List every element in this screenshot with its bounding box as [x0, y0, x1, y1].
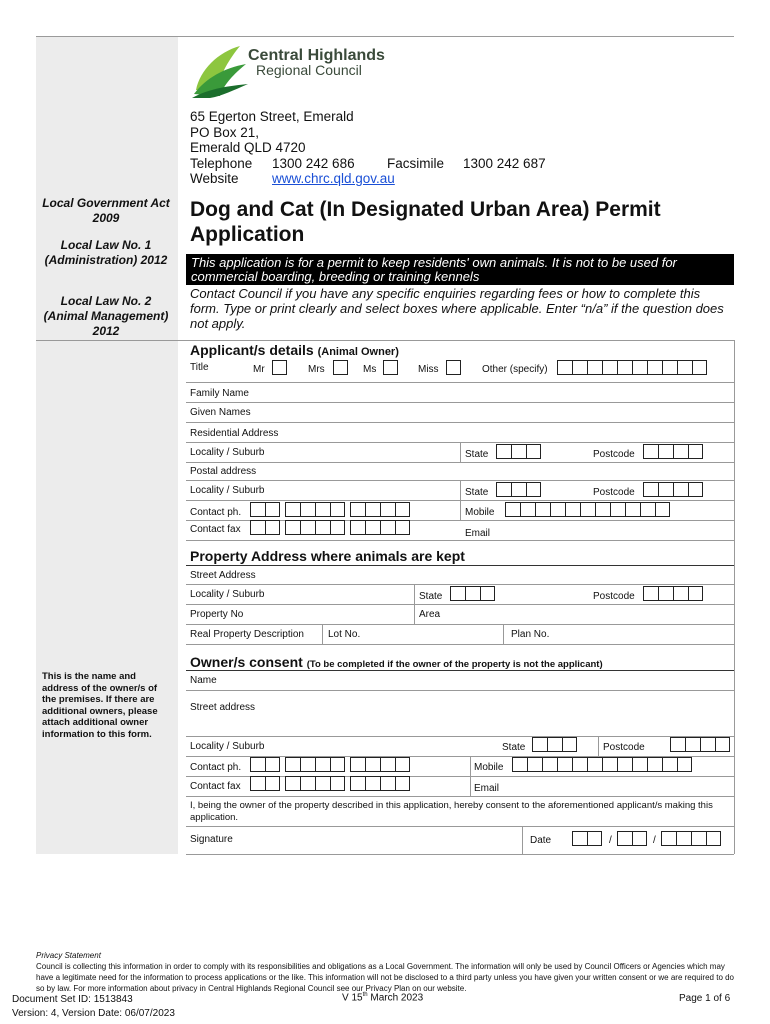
residential-label: Residential Address — [190, 428, 279, 439]
divider — [36, 340, 734, 341]
contact-ph-label: Contact ph. — [190, 507, 242, 518]
row-line — [186, 604, 734, 605]
prop-postcode-label: Postcode — [593, 591, 635, 602]
state-input[interactable] — [496, 444, 541, 459]
legal-law1: Local Law No. 1 (Administration) 2012 — [44, 238, 168, 267]
row-line — [186, 644, 734, 645]
property-no-label: Property No — [190, 609, 244, 620]
lot-label: Lot No. — [328, 629, 361, 640]
row-line — [186, 670, 734, 671]
contact-fax-label: Contact fax — [190, 524, 241, 535]
owner-mobile-input[interactable] — [512, 757, 692, 772]
org-name: Central Highlands — [248, 47, 385, 64]
mrs-checkbox[interactable] — [333, 360, 348, 375]
owner-contact-fax-input[interactable] — [250, 776, 410, 791]
fax-value: 1300 242 687 — [463, 156, 546, 171]
owner-name-label: Name — [190, 675, 217, 686]
contact-ph-input[interactable] — [250, 502, 410, 517]
postal-state-input[interactable] — [496, 482, 541, 497]
date-label: Date — [530, 835, 552, 846]
version-date: V 15th March 2023 — [342, 992, 424, 1004]
prop-state-label: State — [419, 591, 443, 602]
applicant-heading: Applicant/s details (Animal Owner) — [190, 342, 399, 358]
owner-contact-fax-label: Contact fax — [190, 781, 241, 792]
mr-checkbox[interactable] — [272, 360, 287, 375]
col-line — [598, 736, 599, 756]
tel-label: Telephone — [190, 156, 253, 171]
privacy-statement — [36, 950, 736, 994]
row-line — [186, 796, 734, 797]
postcode-label: Postcode — [593, 449, 635, 460]
owner-street-label: Street address — [190, 702, 256, 713]
instructions: Contact Council if you have any specific enquiries regarding fees or how to complete this form. Type or print clearly and select boxes where applicable. Enter “n/a” if the question does not apply. — [190, 286, 724, 331]
row-line — [186, 624, 734, 625]
area-label: Area — [419, 609, 441, 620]
right-border — [734, 340, 735, 854]
owner-state-label: State — [502, 742, 526, 753]
locality-label: Locality / Suburb — [190, 447, 265, 458]
prop-state-input[interactable] — [450, 586, 495, 601]
postal-postcode-input[interactable] — [643, 482, 703, 497]
row-line — [186, 736, 734, 737]
ms-checkbox[interactable] — [383, 360, 398, 375]
postal-postcode-label: Postcode — [593, 487, 635, 498]
row-line — [186, 382, 734, 383]
row-line — [186, 690, 734, 691]
owner-contact-ph-input[interactable] — [250, 757, 410, 772]
date-year-input[interactable] — [661, 831, 721, 846]
prop-street-label: Street Address — [190, 570, 256, 581]
row-line — [186, 584, 734, 585]
given-names-label: Given Names — [190, 407, 251, 418]
col-line — [322, 624, 323, 644]
plan-label: Plan No. — [511, 629, 550, 640]
rpd-label: Real Property Description — [190, 629, 304, 640]
title-label: Title — [190, 362, 209, 373]
owner-side-note: This is the name and address of the owner/s of the premises. If there are additional owners, please attach additional owner information to this form. — [42, 671, 158, 740]
email-label: Email — [465, 528, 491, 539]
row-line — [186, 565, 734, 566]
consent-statement: I, being the owner of the property described in this application, hereby consent to the aforementioned applicant/s making this application. — [190, 800, 713, 823]
address-street: 65 Egerton Street, Emerald — [190, 109, 354, 124]
address-city: Emerald QLD 4720 — [190, 140, 306, 155]
website-link[interactable]: www.chrc.qld.gov.au — [272, 171, 395, 186]
tel-value: 1300 242 686 — [272, 156, 355, 171]
owner-contact-ph-label: Contact ph. — [190, 762, 242, 773]
web-label: Website — [190, 171, 239, 186]
state-label: State — [465, 449, 489, 460]
owner-postcode-input[interactable] — [670, 737, 730, 752]
other-specify-input[interactable] — [557, 360, 707, 375]
prop-locality-label: Locality / Suburb — [190, 589, 265, 600]
col-line — [503, 624, 504, 644]
privacy-text: Council is collecting this information in order to comply with its responsibilities and obligations as a Local Government. The information will only be used by Council Officers or Agencies which may have a legitimate need for the information to process applications or the like. This information will not be disclosed to a third party unless you have given your written consent or we are required to do so by law. For more information about privacy in Central Highlands Regional Council see our Privacy Plan on our website. — [36, 962, 735, 993]
org-sub: Regional Council — [256, 62, 362, 78]
other-label: Other (specify) — [482, 364, 548, 375]
owner-mobile-label: Mobile — [474, 762, 504, 773]
form-title: Dog and Cat (In Designated Urban Area) Permit Application — [190, 198, 661, 246]
row-line — [186, 826, 734, 827]
postal-state-label: State — [465, 487, 489, 498]
fax-label: Facsimile — [387, 156, 445, 171]
date-day-input[interactable] — [572, 831, 602, 846]
postcode-input[interactable] — [643, 444, 703, 459]
row-line — [186, 854, 734, 855]
notice-bar: This application is for a permit to keep residents' own animals. It is not to be used for commercial boarding, breeding or training kennels — [186, 254, 734, 285]
col-line — [460, 442, 461, 462]
property-heading: Property Address where animals are kept — [190, 548, 465, 564]
signature-label: Signature — [190, 834, 233, 845]
owner-heading: Owner/s consent (To be completed if the owner of the property is not the applicant) — [190, 654, 603, 670]
mr-label: Mr — [253, 364, 265, 375]
owner-locality-label: Locality / Suburb — [190, 741, 265, 752]
doc-version: Version: 4, Version Date: 06/07/2023 — [12, 1008, 175, 1019]
logo-text — [248, 47, 385, 78]
owner-state-input[interactable] — [532, 737, 577, 752]
legal-law2: Local Law No. 2 (Animal Management) 2012 — [43, 294, 169, 338]
row-line — [186, 402, 734, 403]
postal-label: Postal address — [190, 466, 257, 477]
mobile-input[interactable] — [505, 502, 670, 517]
row-line — [186, 422, 734, 423]
date-slash-2: / — [653, 835, 656, 846]
row-line — [186, 462, 734, 463]
ms-label: Ms — [363, 364, 377, 375]
doc-id: Document Set ID: 1513843 — [12, 994, 133, 1005]
council-logo-icon — [190, 40, 250, 100]
owner-email-label: Email — [474, 783, 500, 794]
privacy-title: Privacy Statement — [36, 951, 101, 960]
date-slash-1: / — [609, 835, 612, 846]
legal-act: Local Government Act 2009 — [42, 196, 170, 225]
prop-postcode-input[interactable] — [643, 586, 703, 601]
mobile-label: Mobile — [465, 507, 495, 518]
row-line — [186, 500, 734, 501]
row-line — [186, 540, 734, 541]
postal-locality-label: Locality / Suburb — [190, 485, 265, 496]
owner-postcode-label: Postcode — [603, 742, 645, 753]
top-rule — [36, 36, 734, 37]
family-name-label: Family Name — [190, 388, 249, 399]
col-line — [522, 826, 523, 854]
date-month-input[interactable] — [617, 831, 647, 846]
miss-checkbox[interactable] — [446, 360, 461, 375]
contact-fax-input[interactable] — [250, 520, 410, 535]
address-pobox: PO Box 21, — [190, 125, 260, 140]
mrs-label: Mrs — [308, 364, 325, 375]
miss-label: Miss — [418, 364, 439, 375]
page-number: Page 1 of 6 — [679, 993, 731, 1004]
